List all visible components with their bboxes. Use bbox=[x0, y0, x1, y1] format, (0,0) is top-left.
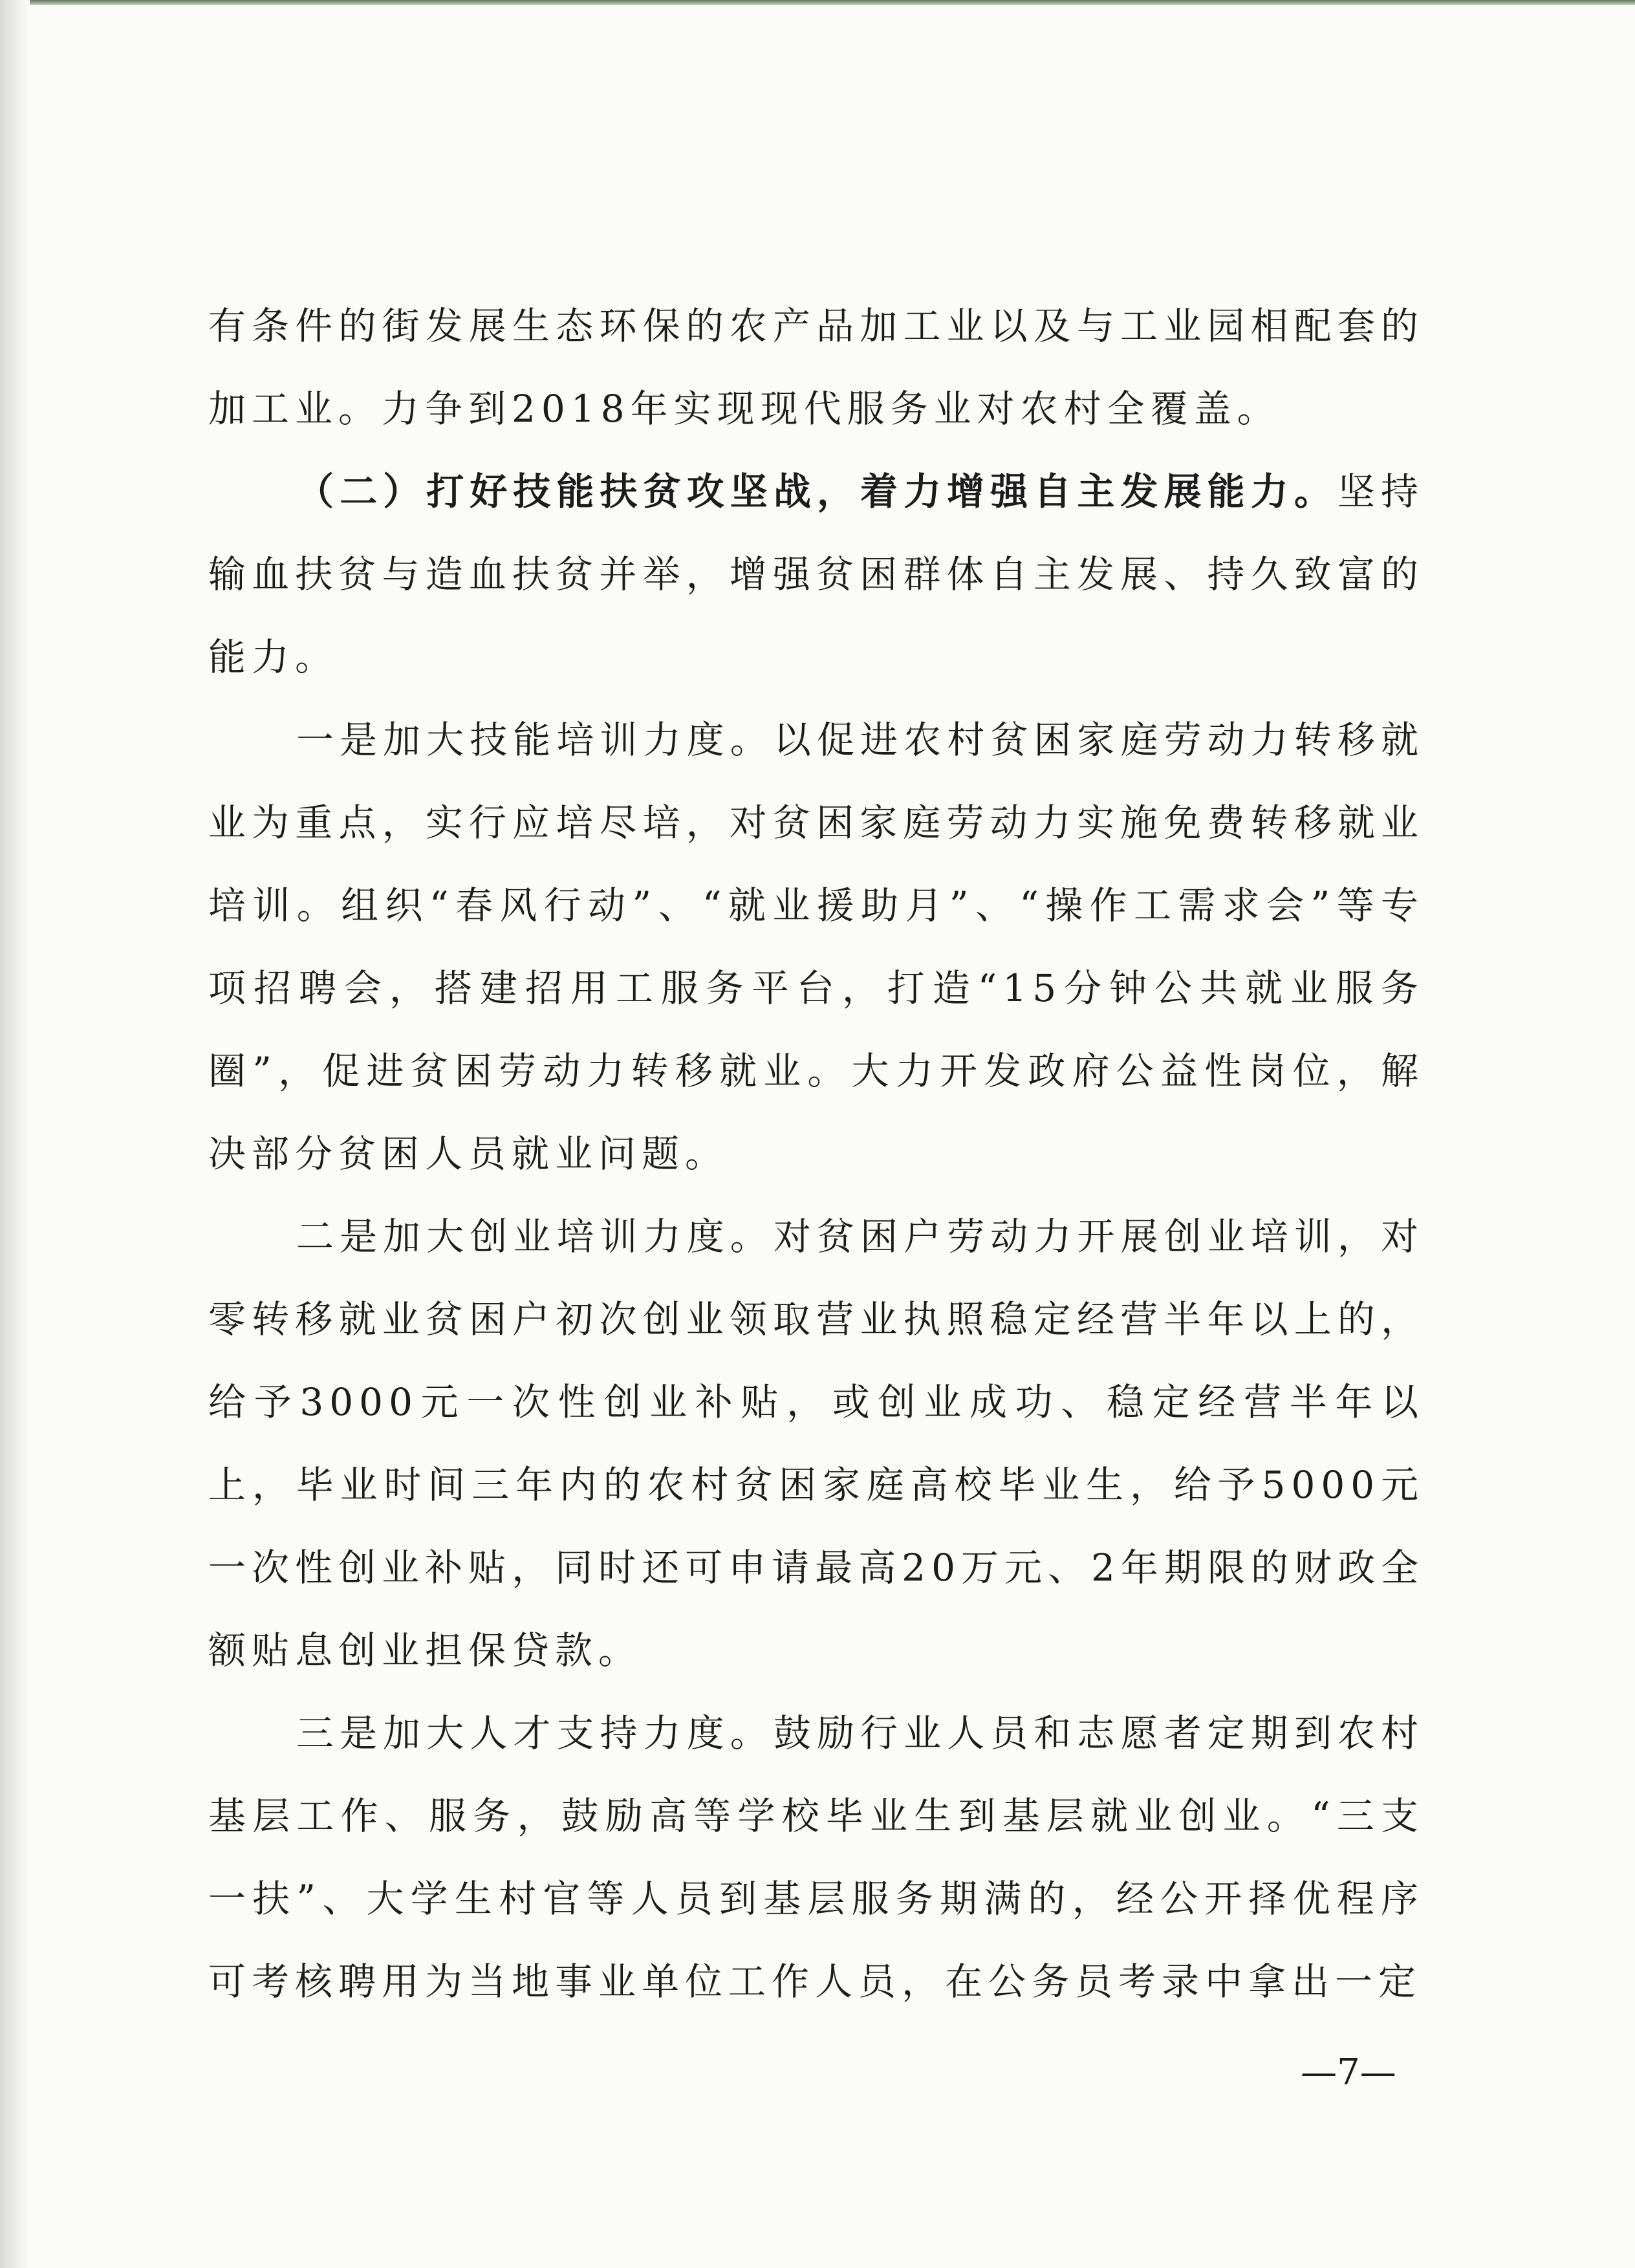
scan-edge-top bbox=[0, 0, 1635, 5]
paragraph-skill-training: 一是加大技能培训力度。以促进农村贫困家庭劳动力转移就业为重点，实行应培尽培，对贫困家庭劳动力实施免费转移就业培训。组织“春风行动”、“就业援助月”、“操作工需求会”等专项招聘会，搭建招用工服务平台，打造“15分钟公共就业服务圈”，促进贫困劳动力转移就业。大力开发政府公益性岗位，解决部分贫困人员就业问题。 bbox=[208, 718, 1424, 1176]
document-body bbox=[208, 285, 1424, 2023]
paragraph-section-two bbox=[208, 450, 1424, 698]
section-text: 坚持输血扶贫与造血扶贫并举，增强贫困群体自主发展、持久致富的能力。 bbox=[208, 470, 1424, 679]
paragraph-entrepreneurship-training: 二是加大创业培训力度。对贫困户劳动力开展创业培训，对零转移就业贫困户初次创业领取营业执照稳定经营半年以上的，给予3000元一次性创业补贴，或创业成功、稳定经营半年以上，毕业时间三年内的农村贫困家庭高校毕业生，给予5000元一次性创业补贴，同时还可申请最高20万元、2年期限的财政全额贴息创业担保贷款。 bbox=[208, 1215, 1424, 1672]
paragraph-talent-support: 三是加大人才支持力度。鼓励行业人员和志愿者定期到农村基层工作、服务，鼓励高等学校毕业生到基层就业创业。“三支一扶”、大学生村官等人员到基层服务期满的，经公开择优程序可考核聘用为当地事业单位工作人员，在公务员考录中拿出一定 bbox=[208, 1711, 1424, 2003]
page-number: —7— bbox=[1301, 2051, 1396, 2093]
section-heading: （二）打好技能扶贫攻坚战，着力增强自主发展能力。 bbox=[296, 470, 1337, 513]
scan-edge-left bbox=[0, 0, 30, 2268]
paragraph-continuation: 有条件的街发展生态环保的农产品加工业以及与工业园相配套的加工业。力争到2018年实现现代服务业对农村全覆盖。 bbox=[208, 304, 1424, 431]
